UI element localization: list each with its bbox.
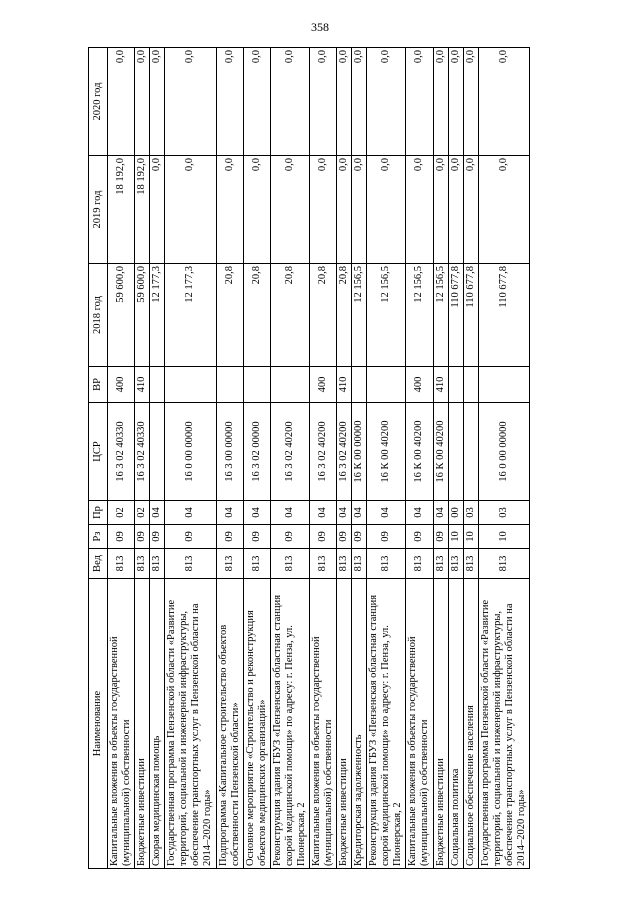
- cell-pr: 04: [165, 501, 216, 525]
- cell-csr: 16 3 02 40200: [270, 403, 309, 501]
- header-2020: 2020 год: [89, 48, 108, 156]
- cell-name: Социальное обеспечение населения: [463, 579, 478, 869]
- cell-name: Кредиторская задолженность: [352, 579, 367, 869]
- cell-rz: 09: [270, 525, 309, 549]
- table-row: [216, 48, 243, 869]
- cell-pr: 04: [433, 501, 448, 525]
- cell-ved: 813: [337, 549, 352, 579]
- cell-name: Социальная политика: [448, 579, 463, 869]
- cell-name: Скорая медицинская помощь: [150, 579, 165, 869]
- cell-ved: 813: [216, 549, 243, 579]
- cell-csr: [463, 403, 478, 501]
- cell-2019: 0,0: [243, 156, 270, 264]
- cell-pr: 03: [463, 501, 478, 525]
- cell-ved: 813: [270, 549, 309, 579]
- cell-ved: 813: [433, 549, 448, 579]
- cell-2020: 0,0: [433, 48, 448, 156]
- cell-vr: [463, 367, 478, 403]
- cell-rz: 10: [448, 525, 463, 549]
- cell-rz: 09: [165, 525, 216, 549]
- cell-rz: 09: [352, 525, 367, 549]
- cell-csr: 16 0 00 00000: [165, 403, 216, 501]
- cell-csr: 16 3 02 40330: [135, 403, 150, 501]
- cell-rz: 09: [135, 525, 150, 549]
- cell-2018: 20,8: [216, 264, 243, 367]
- cell-ved: 813: [352, 549, 367, 579]
- cell-2020: 0,0: [448, 48, 463, 156]
- cell-rz: 09: [433, 525, 448, 549]
- cell-rz: 09: [243, 525, 270, 549]
- cell-rz: 09: [337, 525, 352, 549]
- cell-csr: 16 3 02 40200: [309, 403, 336, 501]
- cell-pr: 04: [216, 501, 243, 525]
- cell-pr: 02: [135, 501, 150, 525]
- cell-2020: 0,0: [135, 48, 150, 156]
- cell-2018: 110 677,8: [478, 264, 529, 367]
- cell-name: Капитальные вложения в объекты государственной (муниципальной) собственности: [309, 579, 336, 869]
- table-row: [165, 48, 216, 869]
- cell-ved: 813: [165, 549, 216, 579]
- cell-name: Бюджетные инвестиции: [135, 579, 150, 869]
- cell-2018: 110 677,8: [463, 264, 478, 367]
- cell-name: Государственная программа Пензенской области «Развитие территорий, социальной и инженерной инфраструктуры, обеспечение транспортных услуг в Пензенской области на 2014–2020 годы»: [478, 579, 529, 869]
- cell-vr: [150, 367, 165, 403]
- table-row: [367, 48, 406, 869]
- table-row: [406, 48, 433, 869]
- cell-pr: 04: [243, 501, 270, 525]
- cell-2018: 20,8: [337, 264, 352, 367]
- cell-2019: 0,0: [150, 156, 165, 264]
- cell-ved: 813: [448, 549, 463, 579]
- cell-csr: 16 К 00 40200: [406, 403, 433, 501]
- cell-2019: 0,0: [309, 156, 336, 264]
- cell-2020: 0,0: [463, 48, 478, 156]
- cell-2020: 0,0: [337, 48, 352, 156]
- table-row: [243, 48, 270, 869]
- cell-name: Реконструкция здания ГБУЗ «Пензенская областная станция скорой медицинской помощи» по адресу: г. Пенза, ул. Пионерская, 2: [367, 579, 406, 869]
- header-rz: Рз: [89, 525, 108, 549]
- cell-2020: 0,0: [165, 48, 216, 156]
- table-row: [337, 48, 352, 869]
- cell-csr: 16 3 02 40330: [108, 403, 135, 501]
- cell-csr: [448, 403, 463, 501]
- cell-2020: 0,0: [108, 48, 135, 156]
- cell-vr: [243, 367, 270, 403]
- cell-vr: [165, 367, 216, 403]
- cell-csr: 16 3 00 00000: [216, 403, 243, 501]
- header-2019: 2019 год: [89, 156, 108, 264]
- cell-2019: 18 192,0: [108, 156, 135, 264]
- header-name: Наименование: [89, 579, 108, 869]
- cell-pr: 02: [108, 501, 135, 525]
- cell-rz: 09: [150, 525, 165, 549]
- cell-pr: 04: [367, 501, 406, 525]
- table-row: [135, 48, 150, 869]
- cell-vr: [216, 367, 243, 403]
- cell-pr: 04: [309, 501, 336, 525]
- cell-csr: 16 К 00 40200: [367, 403, 406, 501]
- cell-2018: 12 156,5: [367, 264, 406, 367]
- cell-rz: 09: [309, 525, 336, 549]
- cell-2019: 18 192,0: [135, 156, 150, 264]
- cell-vr: [270, 367, 309, 403]
- table-row: [433, 48, 448, 869]
- cell-name: Бюджетные инвестиции: [337, 579, 352, 869]
- cell-2020: 0,0: [270, 48, 309, 156]
- cell-csr: 16 3 02 40200: [337, 403, 352, 501]
- cell-vr: [367, 367, 406, 403]
- cell-vr: [448, 367, 463, 403]
- cell-csr: [150, 403, 165, 501]
- cell-vr: 410: [135, 367, 150, 403]
- cell-csr: 16 К 00 00000: [352, 403, 367, 501]
- table-row: [448, 48, 463, 869]
- table-row: [309, 48, 336, 869]
- cell-2019: 0,0: [352, 156, 367, 264]
- header-2018: 2018 год: [89, 264, 108, 367]
- cell-2019: 0,0: [270, 156, 309, 264]
- cell-rz: 09: [406, 525, 433, 549]
- cell-2019: 0,0: [478, 156, 529, 264]
- cell-2018: 12 177,3: [150, 264, 165, 367]
- cell-2020: 0,0: [478, 48, 529, 156]
- table-row: [270, 48, 309, 869]
- cell-vr: [478, 367, 529, 403]
- cell-2019: 0,0: [406, 156, 433, 264]
- cell-csr: 16 0 00 00000: [478, 403, 529, 501]
- cell-2020: 0,0: [309, 48, 336, 156]
- cell-2018: 59 600,0: [135, 264, 150, 367]
- cell-2019: 0,0: [448, 156, 463, 264]
- cell-2018: 12 156,5: [352, 264, 367, 367]
- cell-2019: 0,0: [216, 156, 243, 264]
- cell-2019: 0,0: [433, 156, 448, 264]
- cell-name: Капитальные вложения в объекты государственной (муниципальной) собственности: [108, 579, 135, 869]
- cell-2018: 12 156,5: [433, 264, 448, 367]
- cell-2020: 0,0: [367, 48, 406, 156]
- table-row: [478, 48, 529, 869]
- cell-2020: 0,0: [243, 48, 270, 156]
- cell-2020: 0,0: [352, 48, 367, 156]
- cell-ved: 813: [108, 549, 135, 579]
- cell-pr: 00: [448, 501, 463, 525]
- cell-vr: 400: [309, 367, 336, 403]
- cell-2019: 0,0: [165, 156, 216, 264]
- cell-ved: 813: [243, 549, 270, 579]
- cell-2019: 0,0: [367, 156, 406, 264]
- cell-2018: 20,8: [243, 264, 270, 367]
- table-row: [463, 48, 478, 869]
- cell-2020: 0,0: [150, 48, 165, 156]
- cell-csr: 16 3 02 00000: [243, 403, 270, 501]
- cell-ved: 813: [309, 549, 336, 579]
- cell-vr: 400: [406, 367, 433, 403]
- cell-name: Основное мероприятие «Строительство и реконструкция объектов медицинских организаций»: [243, 579, 270, 869]
- cell-2018: 12 177,3: [165, 264, 216, 367]
- cell-2019: 0,0: [337, 156, 352, 264]
- cell-pr: 04: [150, 501, 165, 525]
- cell-2018: 12 156,5: [406, 264, 433, 367]
- cell-rz: 09: [367, 525, 406, 549]
- cell-ved: 813: [406, 549, 433, 579]
- cell-pr: 04: [337, 501, 352, 525]
- cell-csr: 16 К 00 40200: [433, 403, 448, 501]
- cell-name: Государственная программа Пензенской области «Развитие территорий, социальной и инженерной инфраструктуры, обеспечение транспортных услуг в Пензенской области на 2014–2020 годы»: [165, 579, 216, 869]
- table-row: [352, 48, 367, 869]
- header-pr: Пр: [89, 501, 108, 525]
- table-row: [150, 48, 165, 869]
- cell-rz: 10: [478, 525, 529, 549]
- cell-2018: 59 600,0: [108, 264, 135, 367]
- table-row: [108, 48, 135, 869]
- cell-2018: 20,8: [270, 264, 309, 367]
- cell-rz: 09: [108, 525, 135, 549]
- cell-2020: 0,0: [406, 48, 433, 156]
- cell-name: Капитальные вложения в объекты государственной (муниципальной) собственности: [406, 579, 433, 869]
- table-header-row: [89, 48, 108, 869]
- cell-rz: 10: [463, 525, 478, 549]
- cell-name: Реконструкция здания ГБУЗ «Пензенская областная станция скорой медицинской помощи» по адресу: г. Пенза, ул. Пионерская, 2: [270, 579, 309, 869]
- cell-ved: 813: [478, 549, 529, 579]
- cell-name: Подпрограмма «Капитальное строительство объектов собственности Пензенской области»: [216, 579, 243, 869]
- cell-2018: 110 677,8: [448, 264, 463, 367]
- header-vr: ВР: [89, 367, 108, 403]
- page-number: 358: [311, 20, 329, 34]
- header-csr: ЦСР: [89, 403, 108, 501]
- cell-ved: 813: [463, 549, 478, 579]
- cell-vr: 410: [433, 367, 448, 403]
- cell-pr: 04: [352, 501, 367, 525]
- cell-vr: 410: [337, 367, 352, 403]
- cell-2018: 20,8: [309, 264, 336, 367]
- header-ved: Вед: [89, 549, 108, 579]
- budget-table: [88, 47, 530, 869]
- cell-vr: 400: [108, 367, 135, 403]
- cell-pr: 03: [478, 501, 529, 525]
- cell-vr: [352, 367, 367, 403]
- cell-pr: 04: [270, 501, 309, 525]
- cell-ved: 813: [135, 549, 150, 579]
- cell-2019: 0,0: [463, 156, 478, 264]
- cell-pr: 04: [406, 501, 433, 525]
- cell-name: Бюджетные инвестиции: [433, 579, 448, 869]
- cell-ved: 813: [367, 549, 406, 579]
- cell-ved: 813: [150, 549, 165, 579]
- rotated-table-container: [88, 48, 564, 869]
- cell-rz: 09: [216, 525, 243, 549]
- cell-2020: 0,0: [216, 48, 243, 156]
